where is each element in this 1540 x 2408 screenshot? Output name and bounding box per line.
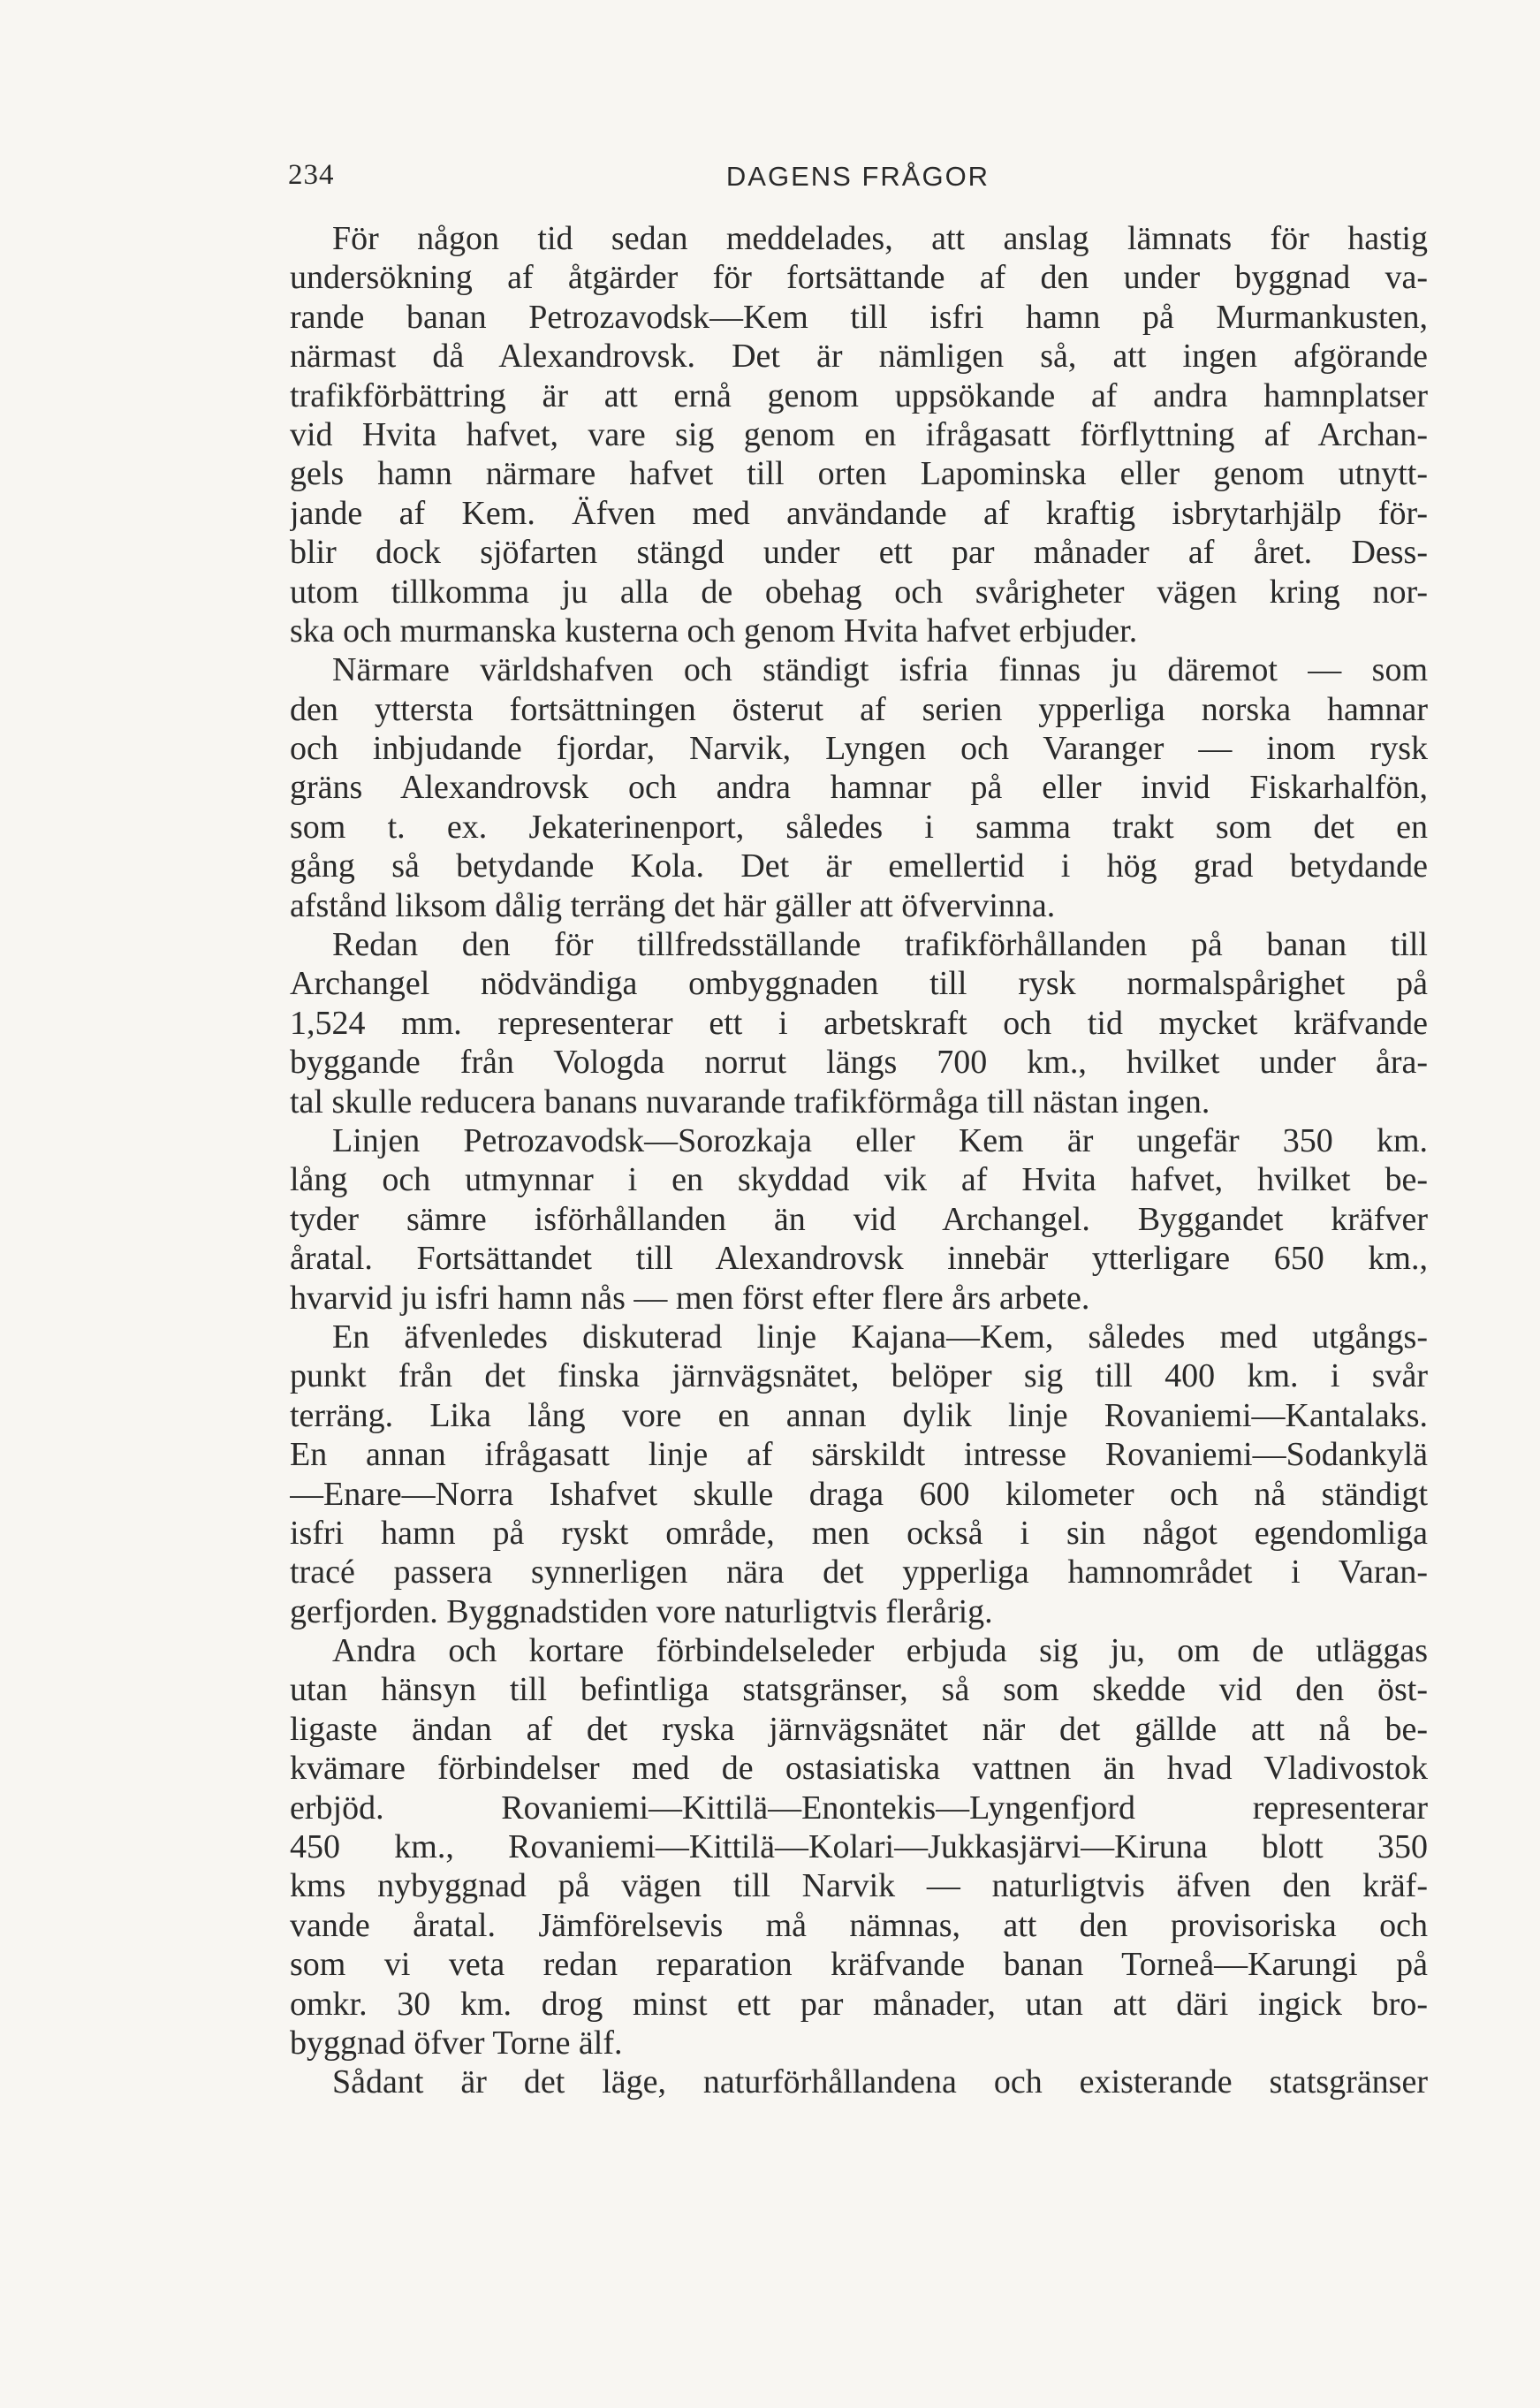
text-line: Sådant är det läge, naturförhållandena och existerande statsgränser <box>332 2063 1428 2101</box>
text-line: åratal. Fortsättandet till Alexandrovsk innebär ytterligare 650 km., <box>290 1240 1428 1278</box>
page-number: 234 <box>288 159 335 191</box>
text-line: vid Hvita hafvet, vare sig genom en ifrågasatt förflyttning af Archan- <box>290 415 1428 453</box>
text-line: gels hamn närmare hafvet till orten Lapominska eller genom utnytt- <box>290 455 1428 493</box>
text-line: isfri hamn på ryskt område, men också i sin något egendomliga <box>290 1514 1428 1552</box>
text-line: lång och utmynnar i en skyddad vik af Hvita hafvet, hvilket be- <box>290 1161 1428 1199</box>
text-line: byggande från Vologda norrut längs 700 km., hvilket under åra- <box>290 1044 1428 1082</box>
text-line: utan hänsyn till befintliga statsgränser, så som skedde vid den öst- <box>290 1671 1428 1709</box>
text-line: tyder sämre isförhållanden än vid Archangel. Byggandet kräfver <box>290 1200 1428 1238</box>
text-line: trafikförbättring är att ernå genom uppsökande af andra hamnplatser <box>290 376 1428 414</box>
text-line: gerfjorden. Byggnadstiden vore naturligtvis flerårig. <box>290 1592 993 1630</box>
running-head <box>288 159 1428 198</box>
text-line: En annan ifrågasatt linje af särskildt intresse Rovaniemi—Sodankylä <box>290 1436 1428 1474</box>
text-line: Redan den för tillfredsställande trafikförhållanden på banan till <box>332 926 1428 964</box>
text-line: utom tillkomma ju alla de obehag och svårigheter vägen kring nor- <box>290 573 1428 611</box>
text-line: Archangel nödvändiga ombyggnaden till rysk normalspårighet på <box>290 965 1428 1003</box>
text-line: terräng. Lika lång vore en annan dylik linje Rovaniemi—Kantalaks. <box>290 1396 1428 1434</box>
text-line: 1,524 mm. representerar ett i arbetskraft och tid mycket kräfvande <box>290 1004 1428 1042</box>
text-line: Andra och kortare förbindelseleder erbjuda sig ju, om de utläggas <box>332 1632 1428 1670</box>
text-line: gräns Alexandrovsk och andra hamnar på eller invid Fiskarhalfön, <box>290 769 1428 807</box>
text-line: tracé passera synnerligen nära det ypperliga hamnområdet i Varan- <box>290 1553 1428 1591</box>
text-line: ska och murmanska kusterna och genom Hvita hafvet erbjuder. <box>290 611 1138 649</box>
text-line: undersökning af åtgärder för fortsättande af den under byggnad va- <box>290 259 1428 297</box>
text-line: kms nybyggnad på vägen till Narvik — naturligtvis äfven den kräf- <box>290 1867 1428 1905</box>
text-line: erbjöd. Rovaniemi—Kittilä—Enontekis—Lyngenfjord representerar <box>290 1789 1428 1827</box>
text-line: hvarvid ju isfri hamn nås — men först efter flere års arbete. <box>290 1279 1090 1317</box>
text-line: tal skulle reducera banans nuvarande trafikförmåga till nästan ingen. <box>290 1082 1210 1120</box>
text-line: rande banan Petrozavodsk—Kem till isfri hamn på Murmankusten, <box>290 298 1428 336</box>
text-line: som vi veta redan reparation kräfvande banan Torneå—Karungi på <box>290 1946 1428 1984</box>
text-line: ligaste ändan af det ryska järnvägsnätet när det gällde att nå be- <box>290 1710 1428 1748</box>
text-line: gång så betydande Kola. Det är emellertid i hög grad betydande <box>290 847 1428 885</box>
text-line: byggnad öfver Torne älf. <box>290 2024 623 2062</box>
text-line: jande af Kem. Äfven med användande af kraftig isbrytarhjälp för- <box>290 494 1428 532</box>
running-head-title: DAGENS FRÅGOR <box>725 161 990 192</box>
body-text <box>290 219 1428 2102</box>
text-line: blir dock sjöfarten stängd under ett par månader af året. Dess- <box>290 534 1428 572</box>
text-line: vande åratal. Jämförelsevis må nämnas, att den provisoriska och <box>290 1906 1428 1944</box>
text-line: För någon tid sedan meddelades, att anslag lämnats för hastig <box>332 220 1428 257</box>
text-line: omkr. 30 km. drog minst ett par månader, utan att däri ingick bro- <box>290 1985 1428 2023</box>
text-line: som t. ex. Jekaterinenport, således i samma trakt som det en <box>290 808 1428 846</box>
text-line: En äfvenledes diskuterad linje Kajana—Kem, således med utgångs- <box>332 1318 1428 1356</box>
text-line: närmast då Alexandrovsk. Det är nämligen så, att ingen afgörande <box>290 338 1428 376</box>
text-line: Linjen Petrozavodsk—Sorozkaja eller Kem är ungefär 350 km. <box>332 1121 1428 1159</box>
text-line: 450 km., Rovaniemi—Kittilä—Kolari—Jukkasjärvi—Kiruna blott 350 <box>290 1828 1428 1866</box>
text-line: —Enare—Norra Ishafvet skulle draga 600 kilometer och nå ständigt <box>290 1475 1428 1513</box>
text-line: och inbjudande fjordar, Narvik, Lyngen och Varanger — inom rysk <box>290 730 1428 768</box>
text-line: den yttersta fortsättningen österut af serien ypperliga norska hamnar <box>290 690 1428 728</box>
text-line: kvämare förbindelser med de ostasiatiska vattnen än hvad Vladivostok <box>290 1750 1428 1788</box>
text-line: Närmare världshafven och ständigt isfria finnas ju däremot — som <box>332 651 1428 689</box>
text-line: afstånd liksom dålig terräng det här gäller att öfvervinna. <box>290 886 1056 924</box>
text-line: punkt från det finska järnvägsnätet, belöper sig till 400 km. i svår <box>290 1357 1428 1395</box>
